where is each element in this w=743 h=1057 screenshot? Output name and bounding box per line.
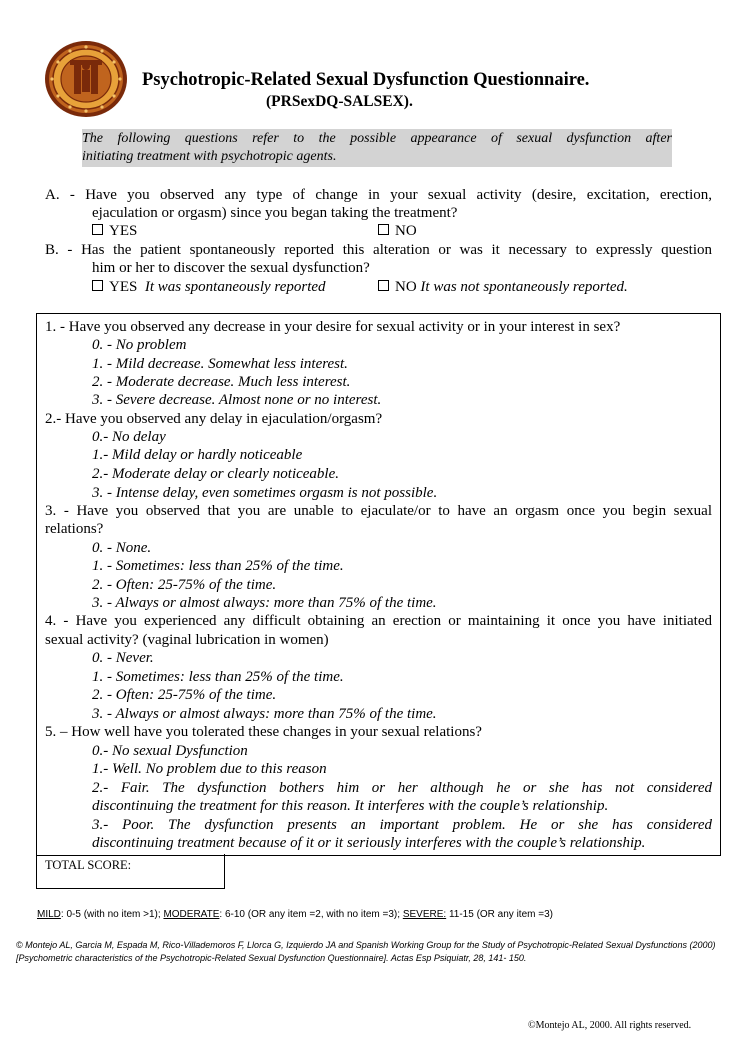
question-5-option-2-line-1[interactable]: 2.- Fair. The dysfunction bothers him or her although he or she has not considered [92,780,712,796]
legend-mild-text: : 0-5 (with no item >1); [60,909,164,920]
question-b-no-label: NO [395,279,417,295]
question-b-yes-label: YES [109,279,138,295]
legend-severe-label: SEVERE: [402,909,447,920]
question-2: 2.- Have you observed any delay in ejaculation/orgasm? [45,411,383,427]
question-5-option-1[interactable]: 1.- Well. No problem due to this reason [92,761,327,777]
question-4-line-1: 4. - Have you experienced any difficult obtaining an erection or maintaining it once you have initiated [45,613,712,629]
citation: © Montejo AL, Garcia M, Espada M, Rico-Villademoros F, Llorca G, Izquierdo JA and Spanish Working Group for the Study of Psychotropic-Related Sexual Dysfunctions (2000) [Psychometric characteristics of the Psychotropic-Related Sexual Dysfunction Questionnaire]. Actas Esp Psiquiatr, 28, 141- 150. [16,940,716,963]
question-b-yes-option[interactable] [92,278,326,296]
question-b-line-1: B. - Has the patient spontaneously reported this alteration or was it necessary to expressly question [45,242,712,258]
question-a-yes-label: YES [109,223,138,239]
question-5-option-2-line-2[interactable]: discontinuing the treatment for this reason. It interferes with the couple’s relationship. [92,798,609,814]
question-3-option-2[interactable]: 2. - Often: 25-75% of the time. [92,577,277,593]
question-4-option-3[interactable]: 3. - Always or almost always: more than 75% of the time. [92,706,437,722]
question-b-yes-note: It was spontaneously reported [144,279,326,295]
question-b-line-2: him or her to discover the sexual dysfunction? [92,260,370,276]
checkbox-b-no[interactable] [378,280,389,291]
question-3-line-1: 3. - Have you observed that you are unable to ejaculate/or to have an orgasm once you begin sexual [45,503,712,519]
page-subtitle: (PRSexDQ-SALSEX). [266,93,413,110]
question-5-option-3-line-1[interactable]: 3.- Poor. The dysfunction presents an important problem. He or she has considered [92,817,712,833]
question-3-option-3[interactable]: 3. - Always or almost always: more than 75% of the time. [92,595,437,611]
question-4-option-2[interactable]: 2. - Often: 25-75% of the time. [92,687,277,703]
question-4-option-0[interactable]: 0. - Never. [92,650,154,666]
question-a-no-option[interactable] [378,222,417,240]
checkbox-b-yes[interactable] [92,280,103,291]
question-1-option-0[interactable]: 0. - No problem [92,337,187,353]
question-4-option-1[interactable]: 1. - Sometimes: less than 25% of the time. [92,669,344,685]
intro-line-2: initiating treatment with psychotropic agents. [82,149,337,164]
question-1: 1. - Have you observed any decrease in your desire for sexual activity or in your interest in sex? [45,319,621,335]
question-1-option-1[interactable]: 1. - Mild decrease. Somewhat less interest. [92,356,348,372]
question-3-line-2: relations? [45,521,104,537]
page-title: Psychotropic-Related Sexual Dysfunction Questionnaire. [142,70,590,90]
question-b-no-option[interactable] [378,278,628,296]
question-3-option-1[interactable]: 1. - Sometimes: less than 25% of the time. [92,558,344,574]
checkbox-a-no[interactable] [378,224,389,235]
legend-moderate-text: : 6-10 (OR any item =2, with no item =3); [219,909,403,920]
question-2-option-1[interactable]: 1.- Mild delay or hardly noticeable [92,447,303,463]
checkbox-a-yes[interactable] [92,224,103,235]
question-5-option-3-line-2[interactable]: discontinuing treatment because of it or it seriously interferes with the couple’s relationship. [92,835,646,851]
legend-mild-label: MILD [37,909,61,920]
question-1-option-2[interactable]: 2. - Moderate decrease. Much less interest. [92,374,351,390]
question-2-option-0[interactable]: 0.- No delay [92,429,166,445]
question-2-option-2[interactable]: 2.- Moderate delay or clearly noticeable. [92,466,340,482]
question-b-no-note: It was not spontaneously reported. [420,279,628,295]
question-1-option-3[interactable]: 3. - Severe decrease. Almost none or no interest. [92,392,382,408]
question-5: 5. – How well have you tolerated these changes in your sexual relations? [45,724,482,740]
question-4-line-2: sexual activity? (vaginal lubrication in women) [45,632,329,648]
question-a-line-2: ejaculation or orgasm) since you began taking the treatment? [92,205,458,221]
question-5-option-0[interactable]: 0.- No sexual Dysfunction [92,743,248,759]
intro-line-1: The following questions refer to the possible appearance of sexual dysfunction after [82,131,672,146]
university-seal-logo [44,40,128,118]
severity-legend [37,909,553,920]
copyright-notice: ©Montejo AL, 2000. All rights reserved. [528,1020,692,1031]
question-3-option-0[interactable]: 0. - None. [92,540,152,556]
question-a-yes-option[interactable] [92,222,137,240]
question-a-no-label: NO [395,223,417,239]
question-a-line-1: A. - Have you observed any type of change in your sexual activity (desire, excitation, erection, [45,187,712,203]
legend-severe-text: 11-15 (OR any item =3) [446,909,553,920]
question-2-option-3[interactable]: 3. - Intense delay, even sometimes orgasm is not possible. [92,485,438,501]
legend-moderate-label: MODERATE [163,909,220,920]
total-score-label: TOTAL SCORE: [45,858,132,872]
intro-text [82,129,672,167]
